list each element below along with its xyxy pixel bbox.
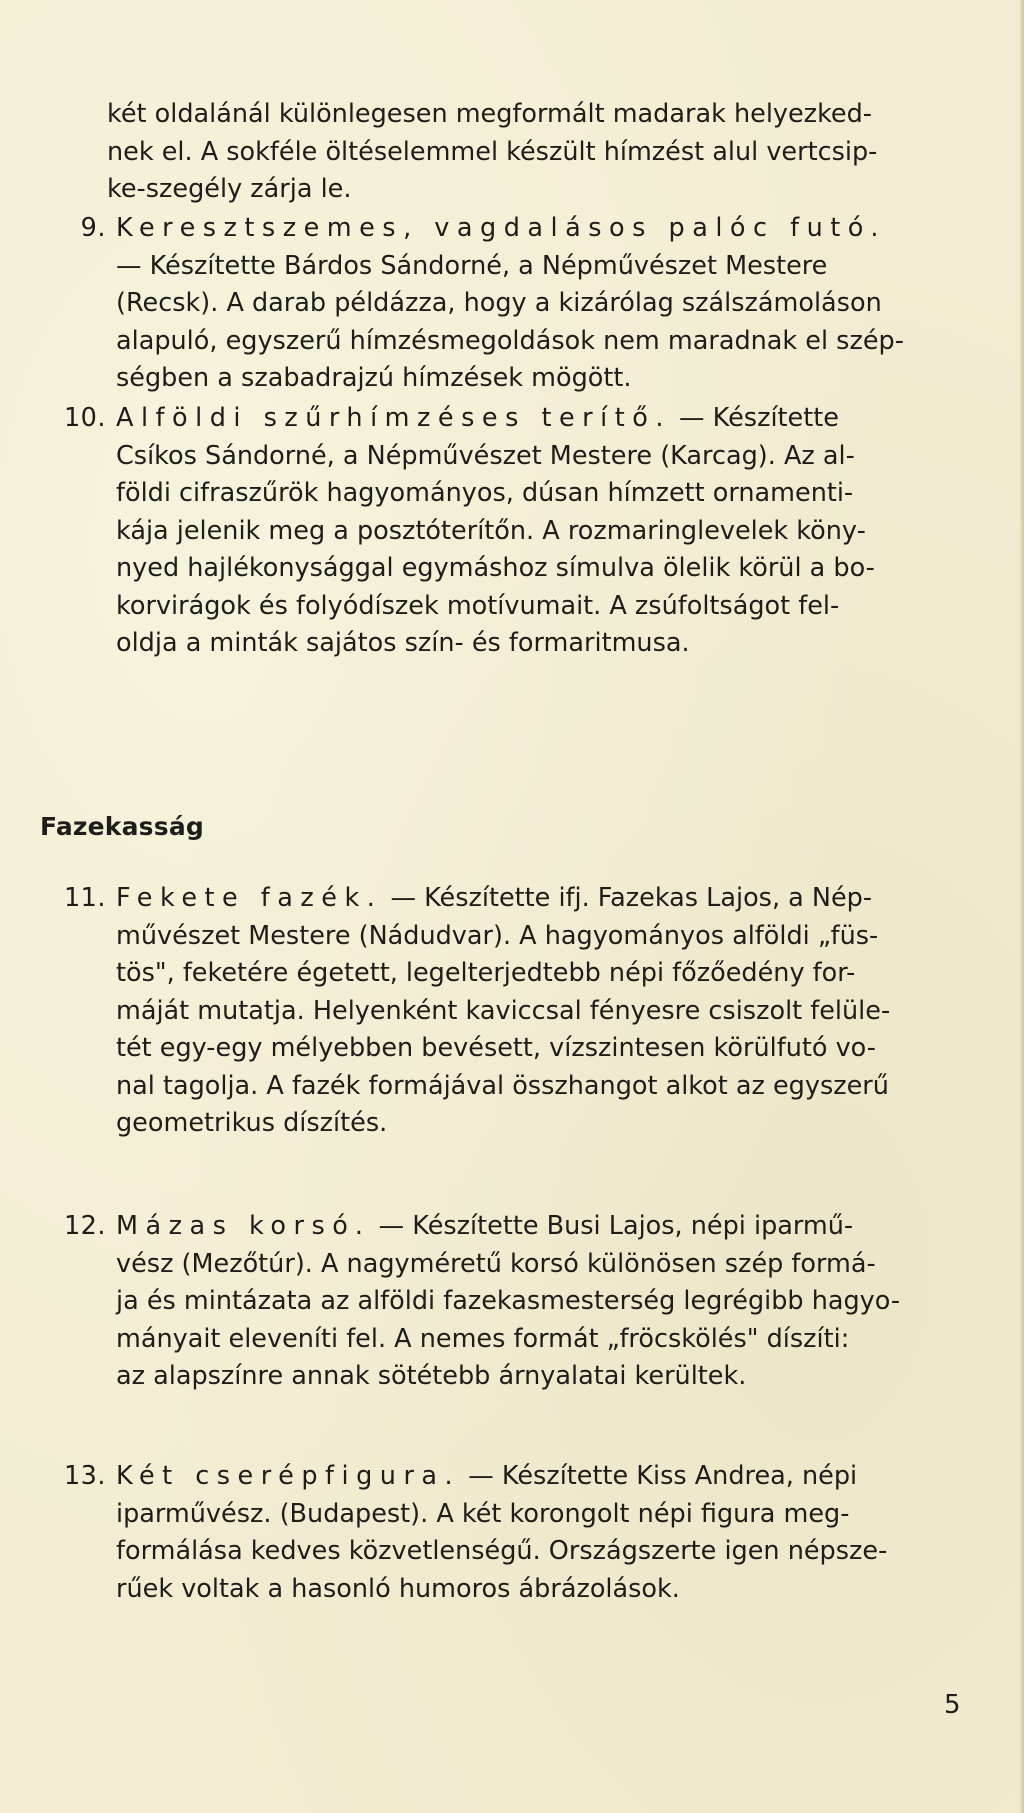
- text-line: iparművész. (Budapest). A két korongolt népi figura meg-: [116, 1498, 850, 1529]
- entry-number: 12.: [63, 1211, 106, 1241]
- entry-title-text: Keresztszemes, vagdalásos palóc futó.: [116, 213, 887, 243]
- text-line: máját mutatja. Helyenként kaviccsal fényesre csiszolt felüle-: [116, 995, 891, 1026]
- entry-9: [40, 210, 970, 398]
- text-line: oldja a minták sajátos szín- és formaritmusa.: [116, 628, 690, 658]
- text-line: formálása kedves közvetlenségű. Országszerte igen népsze-: [116, 1536, 888, 1566]
- entry-first-line-rest: — Készítette Busi Lajos, népi iparmű-: [370, 1211, 854, 1241]
- text-line: földi cifraszűrök hagyományos, dúsan hímzett ornamenti-: [116, 478, 854, 508]
- entry-title-text: Mázas korsó.: [116, 1211, 371, 1241]
- text-line: rűek voltak a hasonló humoros ábrázolások.: [116, 1573, 680, 1604]
- text-line: korvirágok és folyódíszek motívumait. A zsúfoltságot fel-: [116, 590, 840, 621]
- entry-first-line-rest: — Készítette Kiss Andrea, népi: [460, 1461, 858, 1491]
- text-line: tös", feketére égetett, legelterjedtebb népi főzőedény for-: [116, 958, 856, 988]
- text-line: — Készítette Bárdos Sándorné, a Népművészet Mestere: [116, 250, 828, 281]
- text-line: nyed hajlékonysággal egymáshoz símulva ölelik körül a bo-: [116, 553, 875, 583]
- entry-first-line-rest: — Készítette: [670, 403, 839, 433]
- entry-title: [116, 1208, 970, 1246]
- entry-title: [116, 210, 970, 248]
- text-line: geometrikus díszítés.: [116, 1108, 388, 1138]
- text-line: ke-szegély zárja le.: [107, 174, 352, 204]
- text-line: nek el. A sokféle öltéselemmel készült hímzést alul vertcsip-: [107, 136, 878, 167]
- text-line: Csíkos Sándorné, a Népművészet Mestere (Karcag). Az al-: [116, 440, 855, 471]
- entry-first-line-rest: — Készítette ifj. Fazekas Lajos, a Nép-: [382, 883, 873, 913]
- intro-paragraph: [107, 96, 967, 209]
- entry-number: 9.: [80, 213, 106, 243]
- page-edge: [1020, 0, 1024, 1813]
- text-line: nal tagolja. A fazék formájával összhangot alkot az egyszerű: [116, 1070, 889, 1101]
- text-line: mányait eleveníti fel. A nemes formát „fröcskölés" díszíti:: [116, 1323, 850, 1354]
- entry-number: 13.: [63, 1461, 106, 1491]
- text-line: ségben a szabadrajzú hímzések mögött.: [116, 363, 632, 393]
- text-line: (Recsk). A darab példázza, hogy a kizárólag szálszámoláson: [116, 288, 882, 318]
- text-line: két oldalánál különlegesen megformált madarak helyezked-: [107, 99, 872, 129]
- entry-10: [40, 400, 970, 663]
- text-line: kája jelenik meg a posztóterítőn. A rozmaringlevelek köny-: [116, 515, 866, 546]
- entry-title: [116, 1458, 970, 1496]
- page-number: 5: [944, 1690, 961, 1720]
- entry-11: [40, 880, 970, 1143]
- text-line: az alapszínre annak sötétebb árnyalatai kerültek.: [116, 1361, 747, 1391]
- text-line: művészet Mestere (Nádudvar). A hagyományos alföldi „füs-: [116, 920, 879, 951]
- entry-number: 11.: [63, 883, 106, 913]
- entry-13: [40, 1458, 970, 1608]
- entry-title: [116, 880, 970, 918]
- text-line: ja és mintázata az alföldi fazekasmesterség legrégibb hagyo-: [116, 1286, 901, 1316]
- text-line: alapuló, egyszerű hímzésmegoldások nem maradnak el szép-: [116, 325, 904, 356]
- entry-12: [40, 1208, 970, 1396]
- text-line: vész (Mezőtúr). A nagyméretű korsó különösen szép formá-: [116, 1248, 876, 1279]
- entry-title-text: Alföldi szűrhímzéses terítő.: [116, 403, 671, 433]
- entry-title: [116, 400, 970, 438]
- text-line: tét egy-egy mélyebben bevésett, vízszintesen körülfutó vo-: [116, 1033, 876, 1063]
- entry-number: 10.: [63, 403, 106, 433]
- entry-title-text: Két cserépfigura.: [116, 1461, 461, 1491]
- entry-title-text: Fekete fazék.: [116, 883, 383, 913]
- section-heading: Fazekasság: [40, 812, 205, 841]
